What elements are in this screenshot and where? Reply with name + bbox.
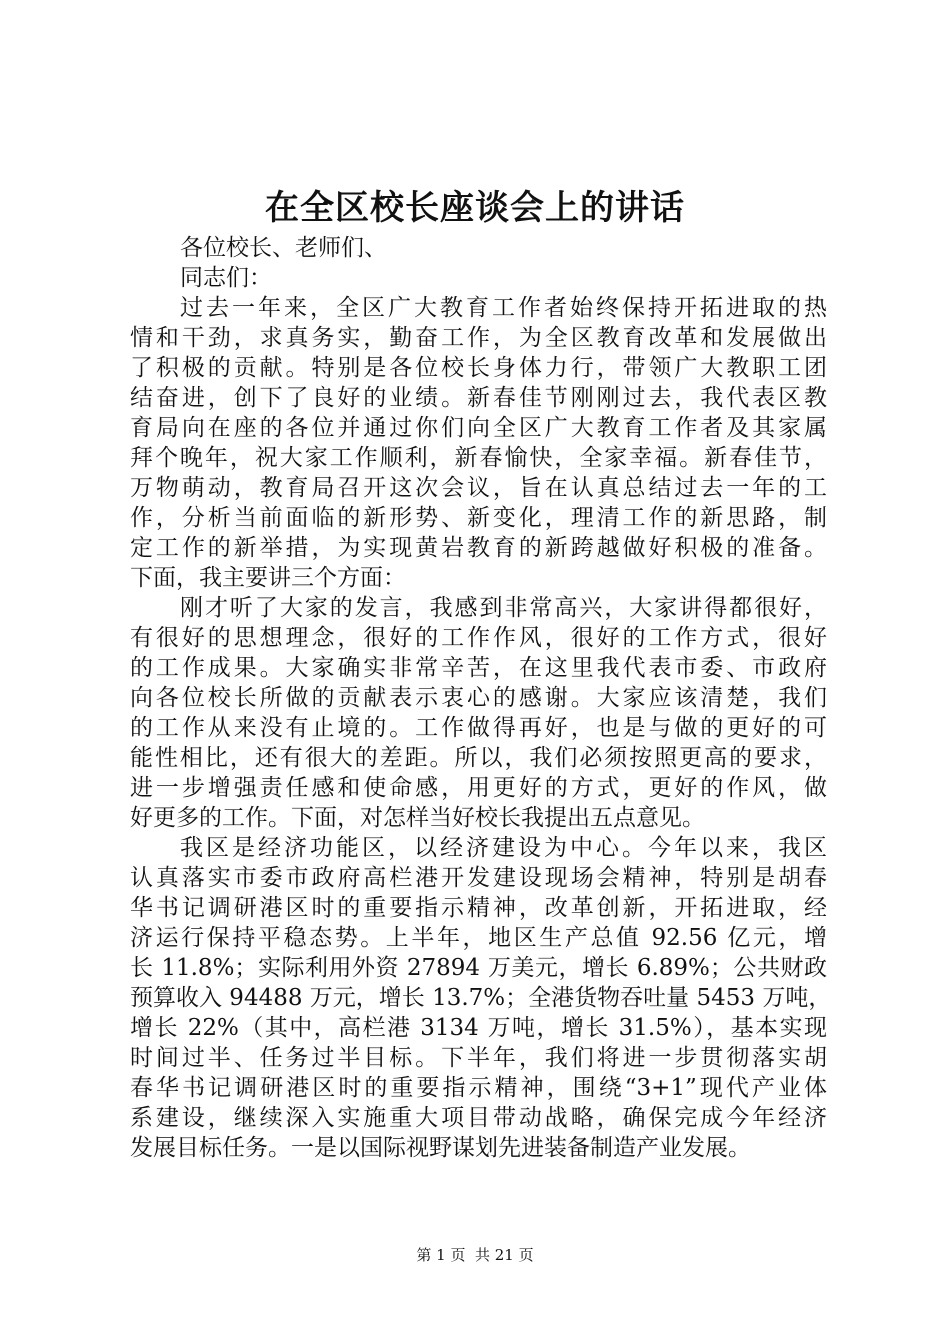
text-line: 下面，我主要讲三个方面： [130, 565, 406, 591]
text-line: 有很好的思想理念，很好的工作作风，很好的工作方式，很好 [130, 625, 827, 651]
text-line: 情和干劲，求真务实，勤奋工作，为全区教育改革和发展做出 [130, 325, 827, 351]
document-body [130, 233, 832, 1163]
page-footer [0, 1243, 950, 1267]
text-line: 万物萌动，教育局召开这次会议，旨在认真总结过去一年的工 [130, 475, 827, 501]
text-line: 同志们： [180, 265, 272, 291]
page-number: 第 1 页 [416, 1246, 466, 1264]
text-line: 增长 22%（其中，高栏港 3134 万吨，增长 31.5%），基本实现 [130, 1015, 827, 1041]
text-line: 过去一年来，全区广大教育工作者始终保持开拓进取的热 [180, 295, 827, 321]
text-line: 济运行保持平稳态势。上半年，地区生产总值 92.56 亿元，增 [130, 925, 827, 951]
text-line: 时间过半、任务过半目标。下半年，我们将进一步贯彻落实胡 [130, 1045, 827, 1071]
text-line: 好更多的工作。下面，对怎样当好校长我提出五点意见。 [130, 805, 705, 831]
text-line: 春华书记调研港区时的重要指示精神，围绕“3+1”现代产业体 [130, 1075, 827, 1101]
text-line: 的工作从来没有止境的。工作做得再好，也是与做的更好的可 [130, 715, 827, 741]
text-line: 我区是经济功能区，以经济建设为中心。今年以来，我区 [180, 835, 827, 861]
text-line: 各位校长、老师们、 [180, 235, 387, 261]
text-line: 育局向在座的各位并通过你们向全区广大教育工作者及其家属 [130, 415, 827, 441]
text-line: 能性相比，还有很大的差距。所以，我们必须按照更高的要求， [130, 745, 827, 771]
text-line: 长 11.8%；实际利用外资 27894 万美元，增长 6.89%；公共财政 [130, 955, 827, 981]
text-line: 进一步增强责任感和使命感，用更好的方式，更好的作风，做 [130, 775, 827, 801]
text-line: 定工作的新举措，为实现黄岩教育的新跨越做好积极的准备。 [130, 535, 827, 561]
text-line: 作，分析当前面临的新形势、新变化，理清工作的新思路，制 [130, 505, 827, 531]
text-line: 预算收入 94488 万元，增长 13.7%；全港货物吞吐量 5453 万吨， [130, 985, 832, 1011]
text-line: 向各位校长所做的贡献表示衷心的感谢。大家应该清楚，我们 [130, 685, 827, 711]
text-line: 拜个晚年，祝大家工作顺利，新春愉快，全家幸福。新春佳节， [130, 445, 827, 471]
text-line: 系建设，继续深入实施重大项目带动战略，确保完成今年经济 [130, 1105, 827, 1131]
document-title: 在全区校长座谈会上的讲话 [265, 188, 685, 228]
text-line: 刚才听了大家的发言，我感到非常高兴，大家讲得都很好， [180, 595, 827, 621]
text-line: 认真落实市委市政府高栏港开发建设现场会精神，特别是胡春 [130, 865, 827, 891]
text-line: 的工作成果。大家确实非常辛苦，在这里我代表市委、市政府 [130, 655, 827, 681]
text-line: 发展目标任务。一是以国际视野谋划先进装备制造产业发展。 [130, 1135, 751, 1161]
page-total: 共 21 页 [475, 1246, 534, 1264]
text-line: 华书记调研港区时的重要指示精神，改革创新，开拓进取，经 [130, 895, 827, 921]
text-line: 了积极的贡献。特别是各位校长身体力行，带领广大教职工团 [130, 355, 827, 381]
text-line: 结奋进，创下了良好的业绩。新春佳节刚刚过去，我代表区教 [130, 385, 827, 411]
